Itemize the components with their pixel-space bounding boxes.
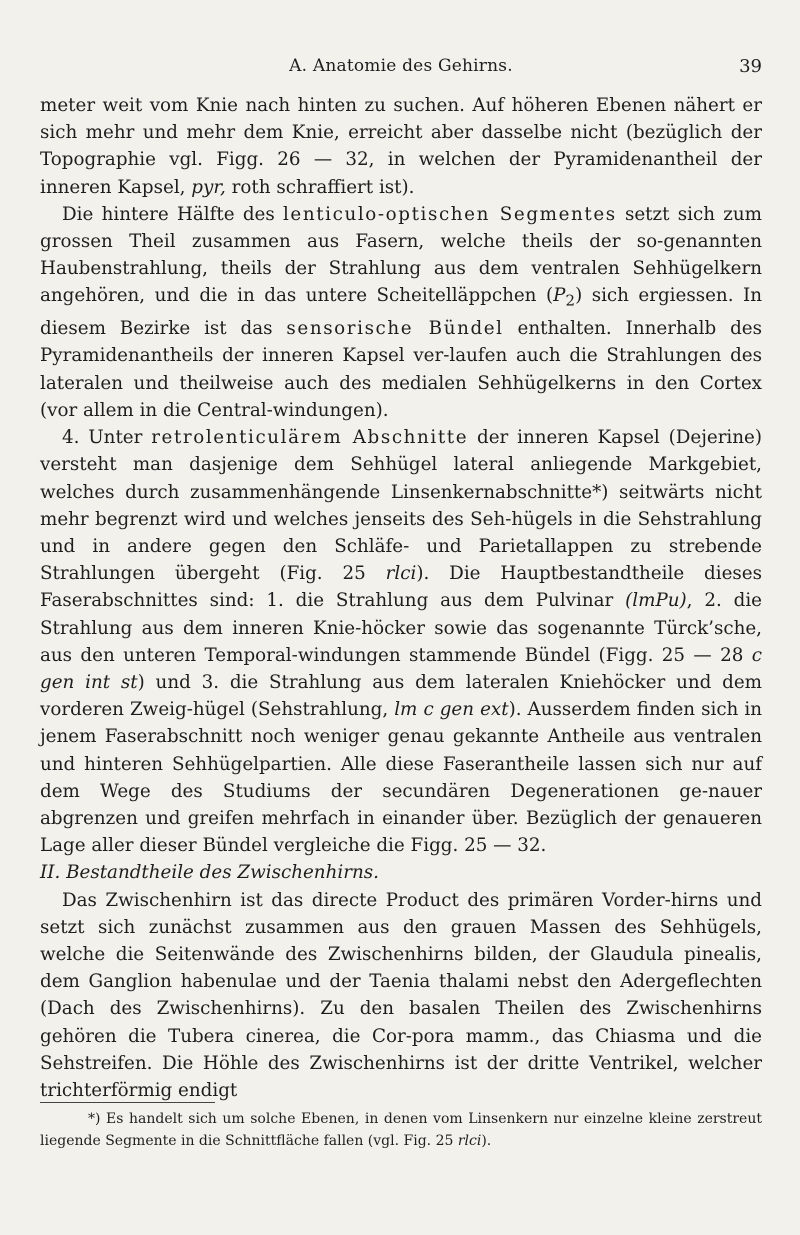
- section-heading: II. Bestandtheile des Zwischenhirns.: [40, 862, 379, 884]
- text-run: roth schraffiert ist).: [225, 176, 415, 198]
- paragraph-lenticulo-optic: [40, 201, 762, 424]
- text-run: 4. Unter: [62, 427, 152, 449]
- text-run: meter weit vom Knie nach hinten zu suchen. Auf höheren Ebenen nähert er sich mehr und mehr dem Knie, erreicht aber dasselbe nicht (bezüglich der Topographie vgl. Figg. 26 — 32, in welchen der Pyramidenantheil der inneren Kapsel,: [40, 95, 762, 198]
- text-run: ) und 3. die Strahlung aus dem lateralen Kniehöcker und dem vorderen Zweig-hügel (Sehstrahlung,: [40, 671, 762, 721]
- spaced-term: retrolenticulärem Abschnitte: [151, 427, 469, 449]
- running-head: A. Anatomie des Gehirns.: [289, 56, 513, 76]
- spaced-term: lenticulo-optischen Segmentes: [282, 203, 617, 225]
- text-run: *) Es handelt sich um solche Ebenen, in denen vom Linsenkern nur einzelne kleine zerstreut liegende Segmente in die Schnittfläche fallen (vgl. Fig. 25: [40, 1111, 762, 1149]
- text-run: ). Die Hauptbestandtheile dieses Faserabschnittes sind: 1. die Strahlung aus dem Pulvinar: [40, 563, 762, 612]
- text-run: enthalten. Innerhalb des Pyramidenantheils der inneren Kapsel ver-laufen auch die Strahlungen des lateralen und theilweise auch des medialen Sehhügelkerns in den Cortex (vor allem in die Central-windungen).: [40, 318, 762, 421]
- paragraph-zwischenhirn: Das Zwischenhirn ist das directe Product des primären Vorder-hirns und setzt sich zunächst zusammen aus den grauen Massen des Sehhügels, welche die Seitenwände des Zwischenhirns bilden, der Glaudula pinealis, dem Ganglion habenulae und der Taenia thalami nebst den Adergeflechten (Dach des Zwischenhirns). Zu den basalen Theilen des Zwischenhirns gehören die Tubera cinerea, die Cor-pora mamm., das Chiasma und die Sehstreifen. Die Höhle des Zwischenhirns ist der dritte Ventrikel, welcher trichterförmig endigt: [40, 889, 762, 1101]
- page-number: 39: [739, 56, 762, 77]
- text-run: , 2. die Strahlung aus dem inneren Knie-höcker sowie das sogenannte Türck’sche, aus den unteren Temporal-windungen stammende Bündel (Figg. 25 — 28: [40, 590, 762, 666]
- italic-term: (lmPu): [625, 590, 687, 612]
- italic-term: lm c gen ext: [394, 699, 509, 721]
- text-run: ) sich ergiessen. In diesem Bezirke ist das: [40, 285, 762, 340]
- text-run: ).: [481, 1133, 492, 1149]
- text-run: ). Ausserdem finden sich in jenem Faserabschnitt noch weniger genau gekannte Antheile aus ventralen und hinteren Sehhügelpartien. Alle diese Faserantheile lassen sich nur auf dem Wege des Studiums der secundären Degenerationen ge-nauer abgrenzen und greifen mehrfach in einander über. Bezüglich der genaueren Lage aller dieser Bündel vergleiche die Figg. 25 — 32.: [40, 699, 763, 857]
- footnote: [40, 1108, 762, 1152]
- subscript: 2: [565, 292, 576, 311]
- body-text: [40, 92, 762, 1104]
- italic-term: P: [553, 285, 566, 307]
- text-run: der inneren Kapsel (Dejerine) versteht man dasjenige dem Sehhügel lateral anliegende Markgebiet, welches durch zusammenhängende Linsenkernabschnitte*) seitwärts nicht mehr begrenzt wird und welches jenseits des Seh-hügels in die Sehstrahlung und in andere gegen den Schläfe- und Parietallappen zu strebende Strahlungen übergeht (Fig. 25: [40, 427, 763, 585]
- italic-term: c gen int st: [40, 644, 762, 693]
- spaced-term: sensorische Bündel: [286, 318, 504, 340]
- italic-term: pyr,: [191, 176, 226, 198]
- text-run: setzt sich zum grossen Theil zusammen aus Fasern, welche theils der so-genannten Haubenstrahlung, theils der Strahlung aus dem ventralen Sehhügelkern angehören, und die in das untere Scheitelläppchen (: [40, 203, 762, 307]
- paragraph-retrolenticular: [40, 424, 762, 859]
- text-run: Die hintere Hälfte des: [62, 203, 283, 225]
- italic-term: rlci: [385, 563, 417, 585]
- italic-term: rlci: [457, 1133, 482, 1149]
- footnote-divider: [40, 1102, 215, 1103]
- paragraph-continuation: [40, 92, 762, 201]
- page-header: [40, 56, 762, 84]
